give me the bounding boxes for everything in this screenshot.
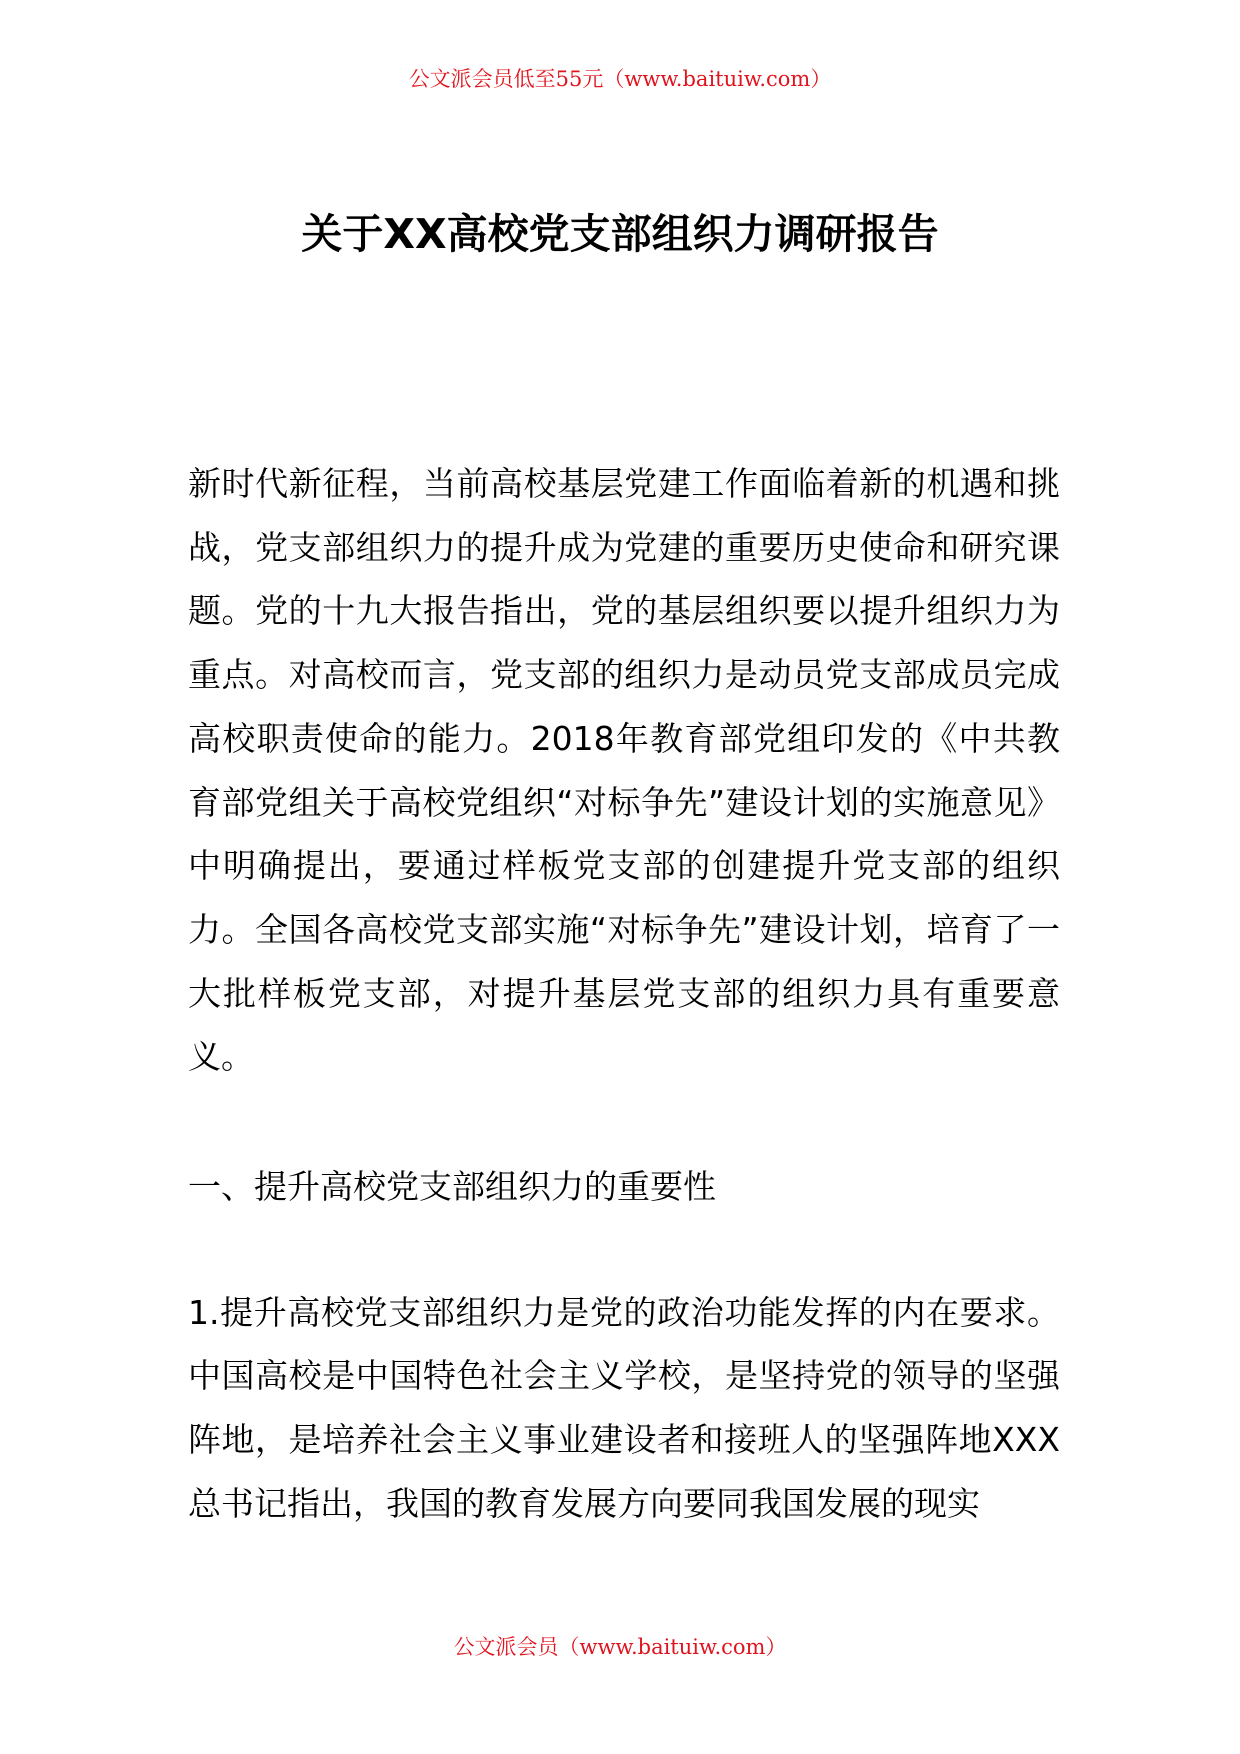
footer-watermark: 公文派会员（www.baituiw.com） — [453, 1635, 787, 1659]
section-paragraph: 1.提升高校党支部组织力是党的政治功能发挥的内在要求。中国高校是中国特色社会主义学校，是坚持党的领导的坚强阵地，是培养社会主义事业建设者和接班人的坚强阵地XXX总书记指出，我国的教育发展方向要同我国发展的现实 — [188, 1292, 1060, 1523]
document-body — [188, 452, 1060, 1536]
section-heading: 一、提升高校党支部组织力的重要性 — [188, 1167, 716, 1207]
document-title: 关于XX高校党支部组织力调研报告 — [301, 210, 939, 258]
header-watermark: 公文派会员低至55元（www.baituiw.com） — [408, 67, 832, 91]
intro-paragraph: 新时代新征程，当前高校基层党建工作面临着新的机遇和挑战，党支部组织力的提升成为党建的重要历史使命和研究课题。党的十九大报告指出，党的基层组织要以提升组织力为重点。对高校而言，党支部的组织力是动员党支部成员完成高校职责使命的能力。2018年教育部党组印发的《中共教育部党组关于高校党组织“对标争先”建设计划的实施意见》中明确提出，要通过样板党支部的创建提升党支部的组织力。全国各高校党支部实施“对标争先”建设计划，培育了一大批样板党支部，对提升基层党支部的组织力具有重要意义。 — [188, 464, 1060, 1077]
